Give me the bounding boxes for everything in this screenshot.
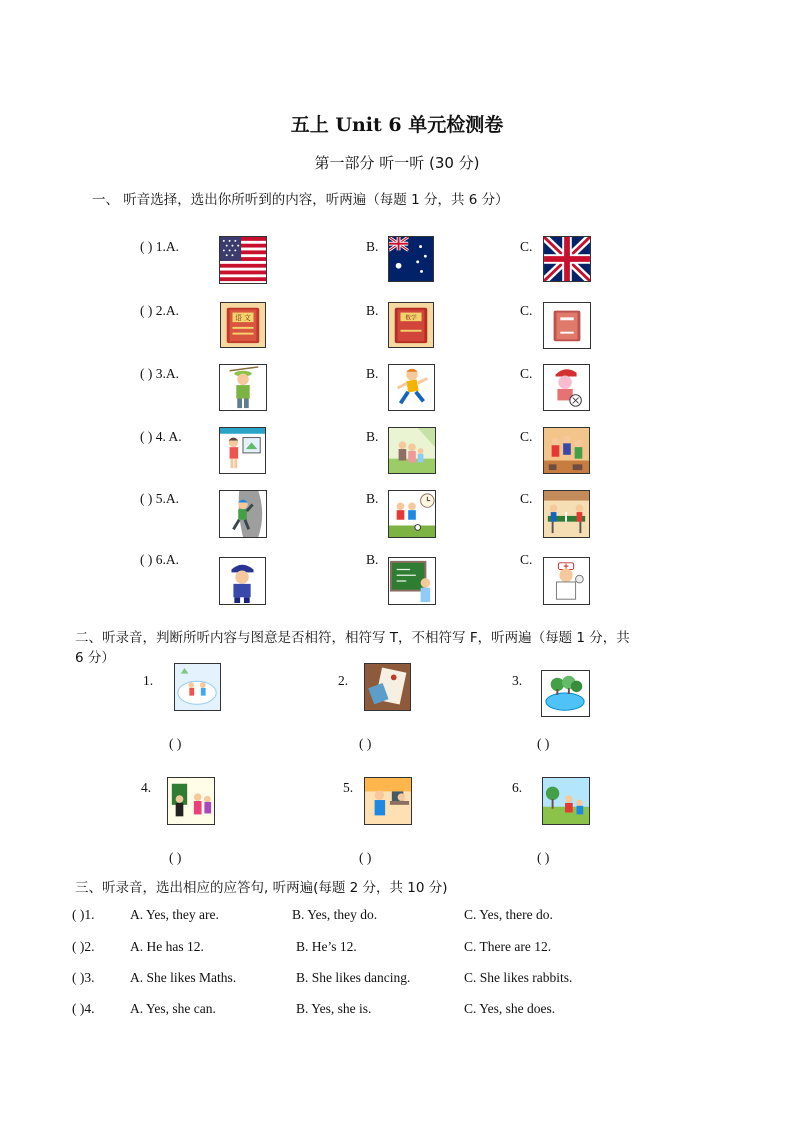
page-title: 五上 Unit 6 单元检测卷 [290,114,504,136]
maths-book-image [388,302,434,348]
s3-q3-option-a: A. She likes Maths. [130,970,237,985]
fishing-boy-image [219,364,267,411]
football-boy-image [543,364,590,411]
s1-q4-b-label: B. [366,429,379,444]
s1-q2-c-label: C. [520,303,533,318]
s3-q1-num: ( )1. [72,907,95,922]
s1-q6-prefix: ( ) 6.A. [140,552,179,567]
park-kids-image [542,777,590,825]
s2-item6-paren: ( ) [537,850,550,865]
classroom-kids-image [167,777,215,825]
australia-flag-image [388,236,434,282]
s2-item6-num: 6. [512,780,523,795]
climbing-boy-image [219,490,267,538]
uk-flag-image [543,236,591,282]
office-man-image [364,777,412,825]
dancing-kids-image [543,427,590,474]
chinese-book-image [220,302,266,348]
s3-q4-option-c: C. Yes, she does. [464,1001,556,1016]
s1-q1-prefix: ( ) 1.A. [140,239,179,254]
s1-q5-c-label: C. [520,491,533,506]
s1-q2-prefix: ( ) 2.A. [140,303,179,318]
s1-q4-c-label: C. [520,429,533,444]
s2-item5-paren: ( ) [359,850,372,865]
s3-q4-option-b: B. Yes, she is. [296,1001,372,1016]
s1-q5-b-label: B. [366,491,379,506]
section3-heading: 三、听录音，选出相应的应答句, 听两遍(每题 2 分，共 10 分) [75,880,448,896]
s3-q2-num: ( )2. [72,939,95,954]
s3-q2-option-a: A. He has 12. [130,939,204,954]
playing-football-image [388,490,436,538]
s2-item3-num: 3. [512,673,523,688]
s2-item2-paren: ( ) [359,736,372,751]
snow-scene-image [174,663,221,711]
running-boy-image [388,364,435,411]
s3-q3-option-b: B. She likes dancing. [296,970,411,985]
s1-q3-c-label: C. [520,366,533,381]
s3-q1-option-a: A. Yes, they are. [130,907,219,922]
section1-heading: 一、 听音选择，选出你所听到的内容，听两遍（每题 1 分，共 6 分） [92,192,509,208]
s1-q6-b-label: B. [366,552,379,567]
doctor-image [543,557,590,605]
s1-q4-prefix: ( ) 4. A. [140,429,182,444]
s3-q1-option-c: C. Yes, there do. [464,907,553,922]
s3-q2-option-b: B. He’s 12. [296,939,357,954]
letter-card-image [364,663,411,711]
s2-item3-paren: ( ) [537,736,550,751]
s1-q3-prefix: ( ) 3.A. [140,366,179,381]
lake-trees-image [541,670,590,717]
s3-q4-option-a: A. Yes, she can. [130,1001,216,1016]
s1-q1-c-label: C. [520,239,533,254]
s2-item2-num: 2. [338,673,349,688]
s1-q2-b-label: B. [366,303,379,318]
part-title: 第一部分 听一听 (30 分) [314,154,480,172]
s2-item1-num: 1. [143,673,154,688]
section2-heading-line1: 二、听录音，判断所听内容与图意是否相符，相符写 T，不相符写 F，听两遍（每题 1 分，共 [75,630,630,646]
s2-item4-num: 4. [141,780,152,795]
s3-q1-option-b: B. Yes, they do. [292,907,378,922]
english-book-image [543,302,591,349]
s1-q1-b-label: B. [366,239,379,254]
s3-q4-num: ( )4. [72,1001,95,1016]
s2-item1-paren: ( ) [169,736,182,751]
s3-q3-option-c: C. She likes rabbits. [464,970,573,985]
s2-item5-num: 5. [343,780,354,795]
policeman-image [219,557,266,605]
painting-girl-image [219,427,266,474]
s1-q6-c-label: C. [520,552,533,567]
usa-flag-image [219,236,267,284]
family-park-image [388,427,436,474]
table-tennis-image [543,490,590,538]
maths-book-title: 数学 [405,315,417,322]
s3-q3-num: ( )3. [72,970,95,985]
teacher-blackboard-image [388,557,436,605]
chinese-book-title: 语 文 [235,314,251,323]
s2-item4-paren: ( ) [169,850,182,865]
s3-q2-option-c: C. There are 12. [464,939,552,954]
section2-heading-line2: 6 分） [75,650,115,666]
s1-q5-prefix: ( ) 5.A. [140,491,179,506]
s1-q3-b-label: B. [366,366,379,381]
